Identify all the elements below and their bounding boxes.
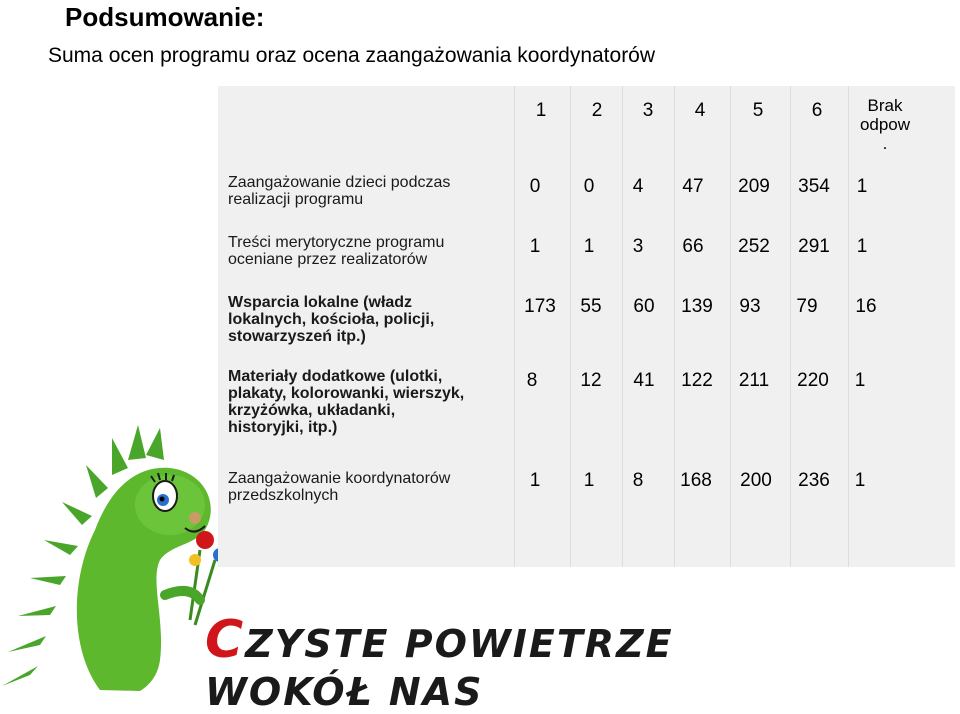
- footer-text: ZYSTE POWIETRZE WOKÓŁ NAS: [205, 622, 674, 714]
- table-cell: 1: [583, 236, 595, 257]
- column-header-3: 3: [642, 100, 654, 121]
- table-cell: 252: [738, 236, 770, 257]
- table-cell: 41: [633, 370, 655, 391]
- column-header-6: 6: [811, 100, 823, 121]
- dragon-mascot-illustration: [0, 420, 240, 691]
- footer-initial: C: [205, 610, 246, 670]
- table-cell: 8: [632, 470, 644, 491]
- table-cell: 47: [682, 176, 704, 197]
- table-cell: 0: [583, 176, 595, 197]
- table-cell: 1: [856, 236, 868, 257]
- table-cell: 93: [739, 296, 761, 317]
- table-cell: 1: [854, 470, 866, 491]
- table-cell: 200: [740, 470, 772, 491]
- table-cell: 139: [681, 296, 713, 317]
- column-header-5: 5: [752, 100, 764, 121]
- table-cell: 55: [580, 296, 602, 317]
- table-cell: 8: [526, 370, 538, 391]
- table-cell: 79: [796, 296, 818, 317]
- table-cell: 4: [632, 176, 644, 197]
- table-cell: 236: [798, 470, 830, 491]
- table-cell: 1: [529, 236, 541, 257]
- table-cell: 1: [854, 370, 866, 391]
- table-cell: 122: [681, 370, 713, 391]
- row-label-2: Treści merytoryczne programu oceniane przez realizatorów: [228, 234, 445, 268]
- page-subtitle: Suma ocen programu oraz ocena zaangażowania koordynatorów: [48, 44, 656, 67]
- page-title: Podsumowanie:: [65, 2, 265, 32]
- table-cell: 12: [580, 370, 602, 391]
- footer-banner: [205, 610, 855, 714]
- table-cell: 3: [632, 236, 644, 257]
- row-label-3: Wsparcia lokalne (władz lokalnych, kościoła, policji, stowarzyszeń itp.): [228, 294, 435, 345]
- column-header-2: 2: [591, 100, 603, 121]
- row-label-5: Zaangażowanie koordynatorów przedszkolnych: [228, 470, 451, 504]
- table-cell: 173: [524, 296, 556, 317]
- table-cell: 1: [529, 470, 541, 491]
- table-cell: 220: [797, 370, 829, 391]
- table-cell: 66: [682, 236, 704, 257]
- row-label-1: Zaangażowanie dzieci podczas realizacji programu: [228, 174, 451, 208]
- table-cell: 16: [855, 296, 877, 317]
- table-cell: 354: [798, 176, 830, 197]
- table-cell: 60: [633, 296, 655, 317]
- table-cell: 291: [798, 236, 830, 257]
- column-header-1: 1: [535, 100, 547, 121]
- summary-table: [218, 86, 955, 567]
- table-cell: 209: [738, 176, 770, 197]
- table-cell: 168: [680, 470, 712, 491]
- table-cell: 1: [583, 470, 595, 491]
- table-cell: 211: [738, 370, 770, 391]
- column-header-4: 4: [694, 100, 706, 121]
- column-header-no-answer: Brak odpow .: [859, 96, 911, 153]
- row-label-4: Materiały dodatkowe (ulotki, plakaty, kolorowanki, wierszyk, krzyżówka, układanki, historyjki, itp.): [228, 368, 465, 436]
- table-cell: 0: [529, 176, 541, 197]
- table-cell: 1: [856, 176, 868, 197]
